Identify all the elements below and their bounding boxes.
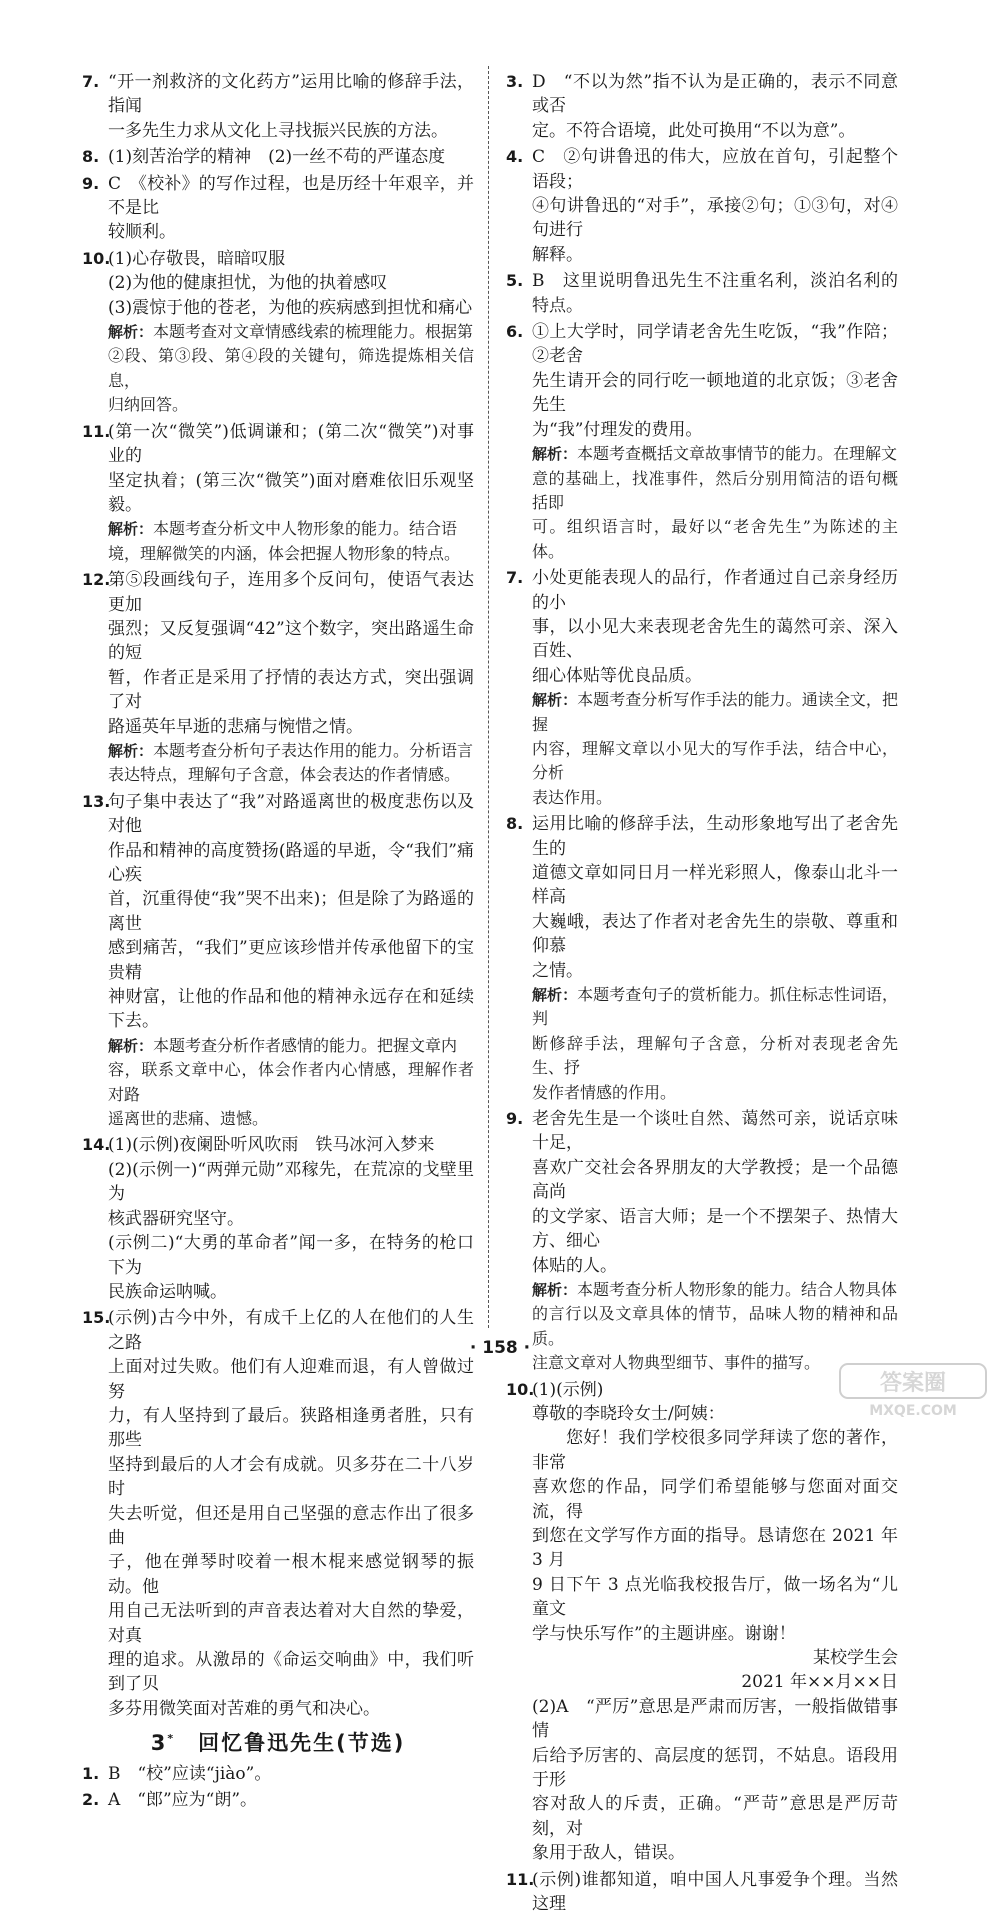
letter-body-line: 9 日下午 3 点光临我校报告厅，做一场名为“儿童文 (532, 1574, 898, 1620)
answer-line: 首，沉重得使“我”哭不出来)；但是除了为路遥的离世 (108, 889, 474, 934)
letter-date: 2021 年××月××日 (741, 1672, 898, 1693)
analysis-line (532, 1032, 898, 1081)
answer-item (506, 320, 898, 564)
analysis-text: 本题考查分析写作手法的能力。通读全文，把握 (532, 690, 898, 734)
analysis-text: 归纳回答。 (108, 395, 189, 415)
answer-line: 上面对过失败。他们有人迎难而退，有人曾做过努 (108, 1357, 474, 1402)
answer-line: 子，他在弹琴时咬着一根木棍来感觉钢琴的振动。他 (108, 1552, 474, 1597)
analysis-line (108, 763, 474, 787)
answer-line: 神财富，让他的作品和他的精神永远存在和延续下去。 (108, 987, 474, 1032)
answer-item (82, 1133, 474, 1304)
question-number: 4. (506, 147, 524, 167)
answer-line: 强烈；又反复强调“42”这个数字，突出路遥生命的短 (108, 618, 474, 664)
answer-line: B 这里说明鲁迅先生不注重名利，淡泊名利的特点。 (532, 271, 898, 316)
question-number: 1. (82, 1763, 100, 1783)
watermark-logo-icon (838, 1360, 988, 1420)
answer-line: 大巍峨，表达了作者对老舍先生的崇敬、尊重和仰慕 (532, 911, 898, 957)
answer-line: 运用比喻的修辞手法，生动形象地写出了老舍先生的 (532, 814, 898, 859)
answer-line: 失去听觉，但还是用自己坚强的意志作出了很多曲 (108, 1503, 474, 1548)
answer-item (82, 172, 474, 245)
section-number: 3 (150, 1731, 168, 1756)
answer-item (82, 1762, 474, 1786)
answer-line: 后给予厉害的、高层度的惩罚，不姑息。语段用于形 (532, 1745, 898, 1791)
analysis-text: 表达作用。 (532, 787, 613, 807)
answer-item (82, 568, 474, 788)
analysis-line (532, 688, 898, 737)
answer-line: C ②句讲鲁迅的伟大，应放在首句，引起整个语段； (532, 147, 898, 192)
answer-line: ④句讲鲁迅的“对手”，承接②句；①③句，对④句进行 (532, 196, 898, 241)
answer-line: (3)震惊于他的苍老，为他的疾病感到担忧和痛心 (108, 297, 473, 318)
answer-line: 之情。 (532, 960, 583, 981)
analysis-label: 解析： (532, 445, 578, 464)
answer-line: 坚持到最后的人才会有成就。贝多芬在二十八岁时 (108, 1454, 474, 1500)
answer-line: “开一剂救济的文化药方”运用比喻的修辞手法，指闻 (108, 72, 474, 117)
analysis-line (108, 542, 474, 566)
answer-line: 暂，作者正是采用了抒情的表达方式，突出强调了对 (108, 667, 474, 713)
question-number: 13. (82, 791, 111, 811)
analysis-text: 境，理解微笑的内涵，体会把握人物形象的特点。 (108, 543, 461, 563)
analysis-text: 断修辞手法，理解句子含意，分析对表现老舍先生、抒 (532, 1033, 898, 1078)
analysis-line (532, 983, 898, 1032)
svg-text:答案圈: 答案圈 (879, 1371, 947, 1396)
answer-item (82, 1788, 474, 1812)
analysis-line (108, 344, 474, 393)
question-number: 2. (82, 1790, 100, 1810)
answer-line: 民族命运呐喊。 (108, 1281, 227, 1302)
analysis-text: 本题考查分析人物形象的能力。结合人物具体 (577, 1279, 898, 1299)
answer-line: C 《校补》的写作过程，也是历经十年艰辛，并不是比 (108, 173, 474, 219)
answer-line: 事，以小见大来表现老舍先生的蔼然可亲、深入百姓、 (532, 616, 898, 662)
answer-line: 先生请开会的同行吃一顿地道的北京饭；③老舍先生 (532, 370, 898, 416)
analysis-text: 容，联系文章中心，体会作者内心情感，理解作者对路 (108, 1060, 474, 1104)
answer-line: 象用于敌人，错误。 (532, 1843, 685, 1864)
answer-line: 用自己无法听到的声音表达着对大自然的挚爱，对真 (108, 1601, 474, 1646)
answer-item (506, 70, 898, 143)
answer-line: 细心体贴等优良品质。 (532, 665, 702, 686)
analysis-line (108, 739, 474, 763)
answer-line: 解释。 (532, 244, 583, 265)
answer-line: (示例)谁都知道，咱中国人凡事爱争个理。当然这理 (532, 1869, 898, 1915)
answer-item (82, 70, 474, 143)
analysis-label: 解析： (532, 691, 578, 710)
answer-item (82, 145, 474, 169)
answer-line: 坚定执着；(第三次“微笑”)面对磨难依旧乐观坚毅。 (108, 470, 474, 515)
analysis-label: 解析： (532, 986, 578, 1005)
question-number: 7. (506, 568, 524, 588)
answer-line: 老舍先生是一个谈吐自然、蔼然可亲，说话京味十足， (532, 1109, 898, 1154)
analysis-line (108, 320, 474, 344)
analysis-line (108, 1107, 474, 1131)
answer-line: 多芬用微笑面对苦难的勇气和决心。 (108, 1698, 380, 1719)
analysis-text: 注意文章对人物典型细节、事件的描写。 (532, 1353, 821, 1373)
analysis-text: 本题考查对文章情感线索的梳理能力。根据第 (153, 322, 474, 342)
letter-body-line: 到您在文学写作方面的指导。恳请您在 2021 年 3 月 (532, 1525, 898, 1571)
section-name: 回忆鲁迅先生(节选) (198, 1731, 406, 1756)
analysis-line (532, 442, 898, 466)
analysis-line (108, 517, 474, 541)
answer-line: (2)A “严厉”意思是严肃而厉害，一般指做错事情 (532, 1696, 898, 1742)
answer-line: 一多先生力求从文化上寻找振兴民族的方法。 (108, 120, 448, 141)
analysis-line (108, 1034, 474, 1058)
right-column (506, 70, 898, 1918)
letter-body-line: 学与快乐写作”的主题讲座。谢谢！ (532, 1623, 796, 1644)
question-number: 9. (82, 173, 100, 193)
question-number: 15. (82, 1308, 111, 1328)
answer-item (506, 566, 898, 810)
letter-signature: 某校学生会 (813, 1648, 898, 1668)
answer-line: 作品和精神的高度赞扬(路遥的早逝，令“我们”痛心疾 (108, 840, 474, 885)
analysis-text: 本题考查概括文章故事情节的能力。在理解文 (577, 444, 898, 464)
analysis-text: 本题考查分析文中人物形象的能力。结合语 (153, 519, 458, 539)
answer-line: 句子集中表达了“我”对路遥离世的极度悲伤以及对他 (108, 791, 474, 837)
column-divider (488, 66, 489, 1328)
answer-line: D “不以为然”指不认为是正确的，表示不同意或否 (532, 72, 898, 117)
analysis-label: 解析： (532, 1280, 578, 1299)
answer-item (82, 420, 474, 566)
question-number: 10. (506, 1379, 535, 1399)
answer-item (82, 247, 474, 418)
answer-line: (示例)古今中外，有成千上亿的人在他们的人生之路 (108, 1308, 474, 1353)
analysis-text: 发作者情感的作用。 (532, 1082, 677, 1102)
answer-line: 小处更能表现人的品行，作者通过自己亲身经历的小 (532, 568, 898, 613)
analysis-line (108, 1058, 474, 1107)
analysis-label: 解析： (108, 323, 154, 342)
answer-item (82, 790, 474, 1132)
analysis-text: 遥离世的悲痛、遗憾。 (108, 1109, 269, 1129)
answer-item (82, 1306, 474, 1721)
question-number: 11. (82, 421, 111, 441)
question-number: 7. (82, 72, 100, 91)
answer-line: 第⑤段画线句子，连用多个反问句，使语气表达更加 (108, 570, 474, 615)
analysis-line (532, 1278, 898, 1302)
answer-line: 核武器研究坚守。 (108, 1208, 244, 1229)
answer-item-11 (506, 1868, 898, 1917)
answer-line: (1)心存敬畏，暗暗叹服 (108, 248, 286, 269)
analysis-text: 本题考查句子的赏析能力。抓住标志性词语，判 (532, 985, 898, 1029)
answer-line: (2)(示例一)“两弹元勋”邓稼先，在荒凉的戈壁里为 (108, 1159, 474, 1205)
question-number: 9. (506, 1109, 524, 1129)
question-number: 3. (506, 72, 524, 91)
answer-line: 体贴的人。 (532, 1255, 617, 1276)
answer-line: 感到痛苦，“我们”更应该珍惜并传承他留下的宝贵精 (108, 938, 474, 983)
answer-line: (1)(示例)夜阑卧听风吹雨 铁马冰河入梦来 (108, 1135, 435, 1156)
answer-line: A “郎”应为“朗”。 (108, 1790, 258, 1811)
letter-body-line: 您好！我们学校很多同学拜读了您的著作，非常 (532, 1428, 898, 1473)
svg-text:MXQE.COM: MXQE.COM (869, 1403, 957, 1419)
question-number: 6. (506, 322, 524, 342)
answer-item (506, 812, 898, 1105)
answer-line: (1)(示例) (532, 1379, 604, 1400)
analysis-line (532, 515, 898, 564)
analysis-label: 解析： (108, 1036, 154, 1055)
analysis-line (532, 1081, 898, 1105)
analysis-text: 内容，理解文章以小见大的写作手法，结合中心，分析 (532, 738, 898, 783)
answer-line: 力，有人坚持到了最后。狭路相逢勇者胜，只有那些 (108, 1405, 474, 1451)
analysis-line (532, 786, 898, 810)
answer-item (506, 1107, 898, 1375)
analysis-label: 解析： (108, 741, 154, 760)
answer-line: 较顺利。 (108, 222, 176, 243)
left-column (82, 70, 474, 1814)
answer-line: (示例二)“大勇的革命者”闻一多，在特务的枪口下为 (108, 1233, 474, 1278)
question-number: 8. (506, 814, 524, 834)
answer-line: 为“我”付理发的费用。 (532, 419, 703, 440)
analysis-line (108, 393, 474, 417)
analysis-text: 表达特点，理解句子含意，体会表达的作者情感。 (108, 765, 461, 785)
answer-line: 道德文章如同日月一样光彩照人，像泰山北斗一样高 (532, 863, 898, 908)
answer-line: (1)刻苦治学的精神 (2)一丝不苟的严谨态度 (108, 147, 446, 168)
answer-line: 容对敌人的斥责，正确。“严苛”意思是严厉苛刻，对 (532, 1794, 898, 1839)
letter-salutation: 尊敬的李晓玲女士/阿姨： (532, 1403, 725, 1424)
question-number: 11. (506, 1869, 535, 1889)
analysis-text: 本题考查分析句子表达作用的能力。分析语言 (153, 740, 474, 760)
analysis-text: 的言行以及文章具体的情节，品味人物的精神和品质。 (532, 1304, 898, 1348)
page-number: · 158 · (469, 1338, 531, 1358)
section-title (82, 1727, 474, 1755)
question-number: 8. (82, 147, 100, 167)
analysis-line (532, 737, 898, 786)
letter-body-line: 喜欢您的作品，同学们希望能够与您面对面交流，得 (532, 1477, 898, 1522)
answer-line: 理的追求。从激昂的《命运交响曲》中，我们听到了贝 (108, 1650, 474, 1695)
analysis-label: 解析： (108, 520, 154, 539)
analysis-text: 本题考查分析作者感情的能力。把握文章内 (153, 1035, 458, 1055)
answer-line: 喜欢广交社会各界朋友的大学教授；是一个品德高尚 (532, 1157, 898, 1203)
question-number: 10. (82, 248, 111, 268)
section-mark: * (167, 1732, 176, 1746)
answer-line: 的文学家、语言大师；是一个不摆架子、热情大方、细心 (532, 1206, 898, 1252)
analysis-text: 可。组织语言时，最好以“老舍先生”为陈述的主体。 (532, 517, 898, 561)
answer-item (506, 145, 898, 267)
analysis-text: ②段、第③段、第④段的关键句，筛选提炼相关信息， (108, 346, 474, 390)
answer-line: 定。不符合语境，此处可换用“不以为意”。 (532, 120, 856, 141)
answer-line: (第一次“微笑”)低调谦和；(第二次“微笑”)对事业的 (108, 421, 474, 467)
question-number: 12. (82, 570, 111, 590)
question-number: 5. (506, 271, 524, 291)
answer-item-10 (506, 1378, 898, 1866)
analysis-line (532, 467, 898, 516)
answer-item (506, 269, 898, 318)
question-number: 14. (82, 1135, 111, 1155)
answer-line: (2)为他的健康担忧，为他的执着感叹 (108, 273, 388, 294)
answer-line: 路遥英年早逝的悲痛与惋惜之情。 (108, 716, 363, 737)
analysis-text: 意的基础上，找准事件，然后分别用简洁的语句概括即 (532, 468, 898, 512)
answer-line: B “校”应读“jiào”。 (108, 1763, 272, 1784)
answer-line: ①上大学时，同学请老舍先生吃饭，“我”作陪；②老舍 (532, 322, 898, 367)
